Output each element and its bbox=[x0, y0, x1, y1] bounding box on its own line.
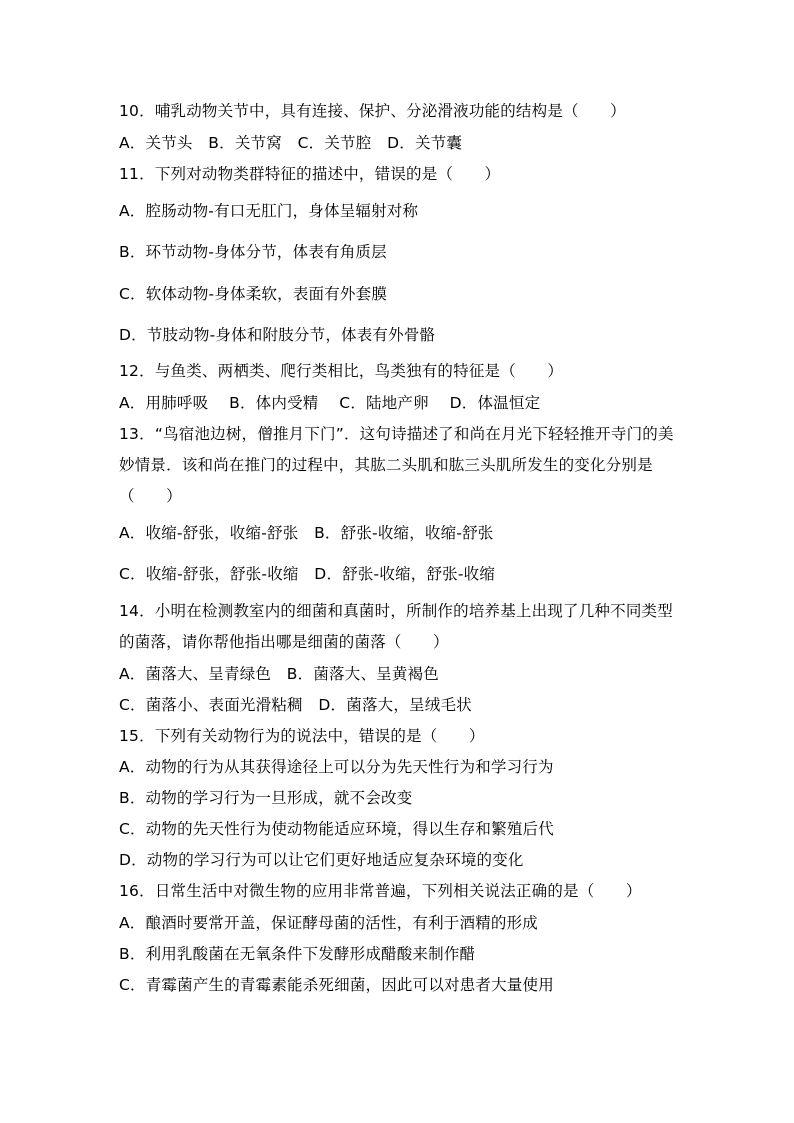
question-14-options-line-2: C．菌落小、表面光滑粘稠 D．菌落大，呈绒毛状 bbox=[119, 696, 472, 714]
question-16-option-a: A．酿酒时要常开盖，保证酵母菌的活性，有利于酒精的形成 bbox=[119, 914, 539, 932]
question-12-stem: 12．与鱼类、两栖类、爬行类相比，鸟类独有的特征是（ ） bbox=[119, 362, 564, 380]
question-11-option-a: A．腔肠动物-有口无肛门，身体呈辐射对称 bbox=[119, 202, 419, 220]
question-15-option-b: B．动物的学习行为一旦形成，就不会改变 bbox=[119, 789, 413, 807]
question-14-stem-line-1: 14．小明在检测教室内的细菌和真菌时，所制作的培养基上出现了几种不同类型 bbox=[119, 602, 673, 620]
question-10-stem: 10．哺乳动物关节中，具有连接、保护、分泌滑液功能的结构是（ ） bbox=[119, 102, 626, 120]
question-11-option-c: C．软体动物-身体柔软，表面有外套膜 bbox=[119, 285, 388, 303]
question-13-stem-line-3: （ ） bbox=[119, 487, 182, 505]
question-11-stem: 11．下列对动物类群特征的描述中，错误的是（ ） bbox=[119, 165, 501, 183]
question-13-options-line-2: C．收缩-舒张，舒张-收缩 D．舒张-收缩，舒张-收缩 bbox=[119, 565, 496, 583]
question-16-option-b: B．利用乳酸菌在无氧条件下发酵形成醋酸来制作醋 bbox=[119, 945, 476, 963]
question-15-stem: 15．下列有关动物行为的说法中，错误的是（ ） bbox=[119, 727, 485, 745]
question-15-option-d: D．动物的学习行为可以让它们更好地适应复杂环境的变化 bbox=[119, 851, 524, 869]
question-11-option-d: D．节肢动物-身体和附肢分节，体表有外骨骼 bbox=[119, 326, 436, 344]
question-14-options-line-1: A．菌落大、呈青绿色 B．菌落大、呈黄褐色 bbox=[119, 665, 439, 683]
question-12-options: A．用肺呼吸 B．体内受精 C．陆地产卵 D．体温恒定 bbox=[119, 394, 541, 412]
question-14-stem-line-2: 的菌落，请你帮他指出哪是细菌的菌落（ ） bbox=[119, 633, 449, 651]
question-15-option-a: A．动物的行为从其获得途径上可以分为先天性行为和学习行为 bbox=[119, 758, 554, 776]
question-15-option-c: C．动物的先天性行为使动物能适应环境，得以生存和繁殖后代 bbox=[119, 820, 554, 838]
question-13-stem-line-1: 13．“鸟宿池边树，僧推月下门”．这句诗描述了和尚在月光下轻轻推开寺门的美 bbox=[119, 425, 674, 443]
question-16-stem: 16．日常生活中对微生物的应用非常普遍，下列相关说法正确的是（ ） bbox=[119, 882, 642, 900]
question-11-option-b: B．环节动物-身体分节，体表有角质层 bbox=[119, 243, 387, 261]
question-13-stem-line-2: 妙情景．该和尚在推门的过程中，其肱二头肌和肱三头肌所发生的变化分别是 bbox=[119, 456, 653, 474]
question-13-options-line-1: A．收缩-舒张，收缩-舒张 B．舒张-收缩，收缩-舒张 bbox=[119, 524, 494, 542]
question-10-options: A．关节头 B．关节窝 C．关节腔 D．关节囊 bbox=[119, 134, 463, 152]
question-16-option-c: C．青霉菌产生的青霉素能杀死细菌，因此可以对患者大量使用 bbox=[119, 976, 554, 994]
